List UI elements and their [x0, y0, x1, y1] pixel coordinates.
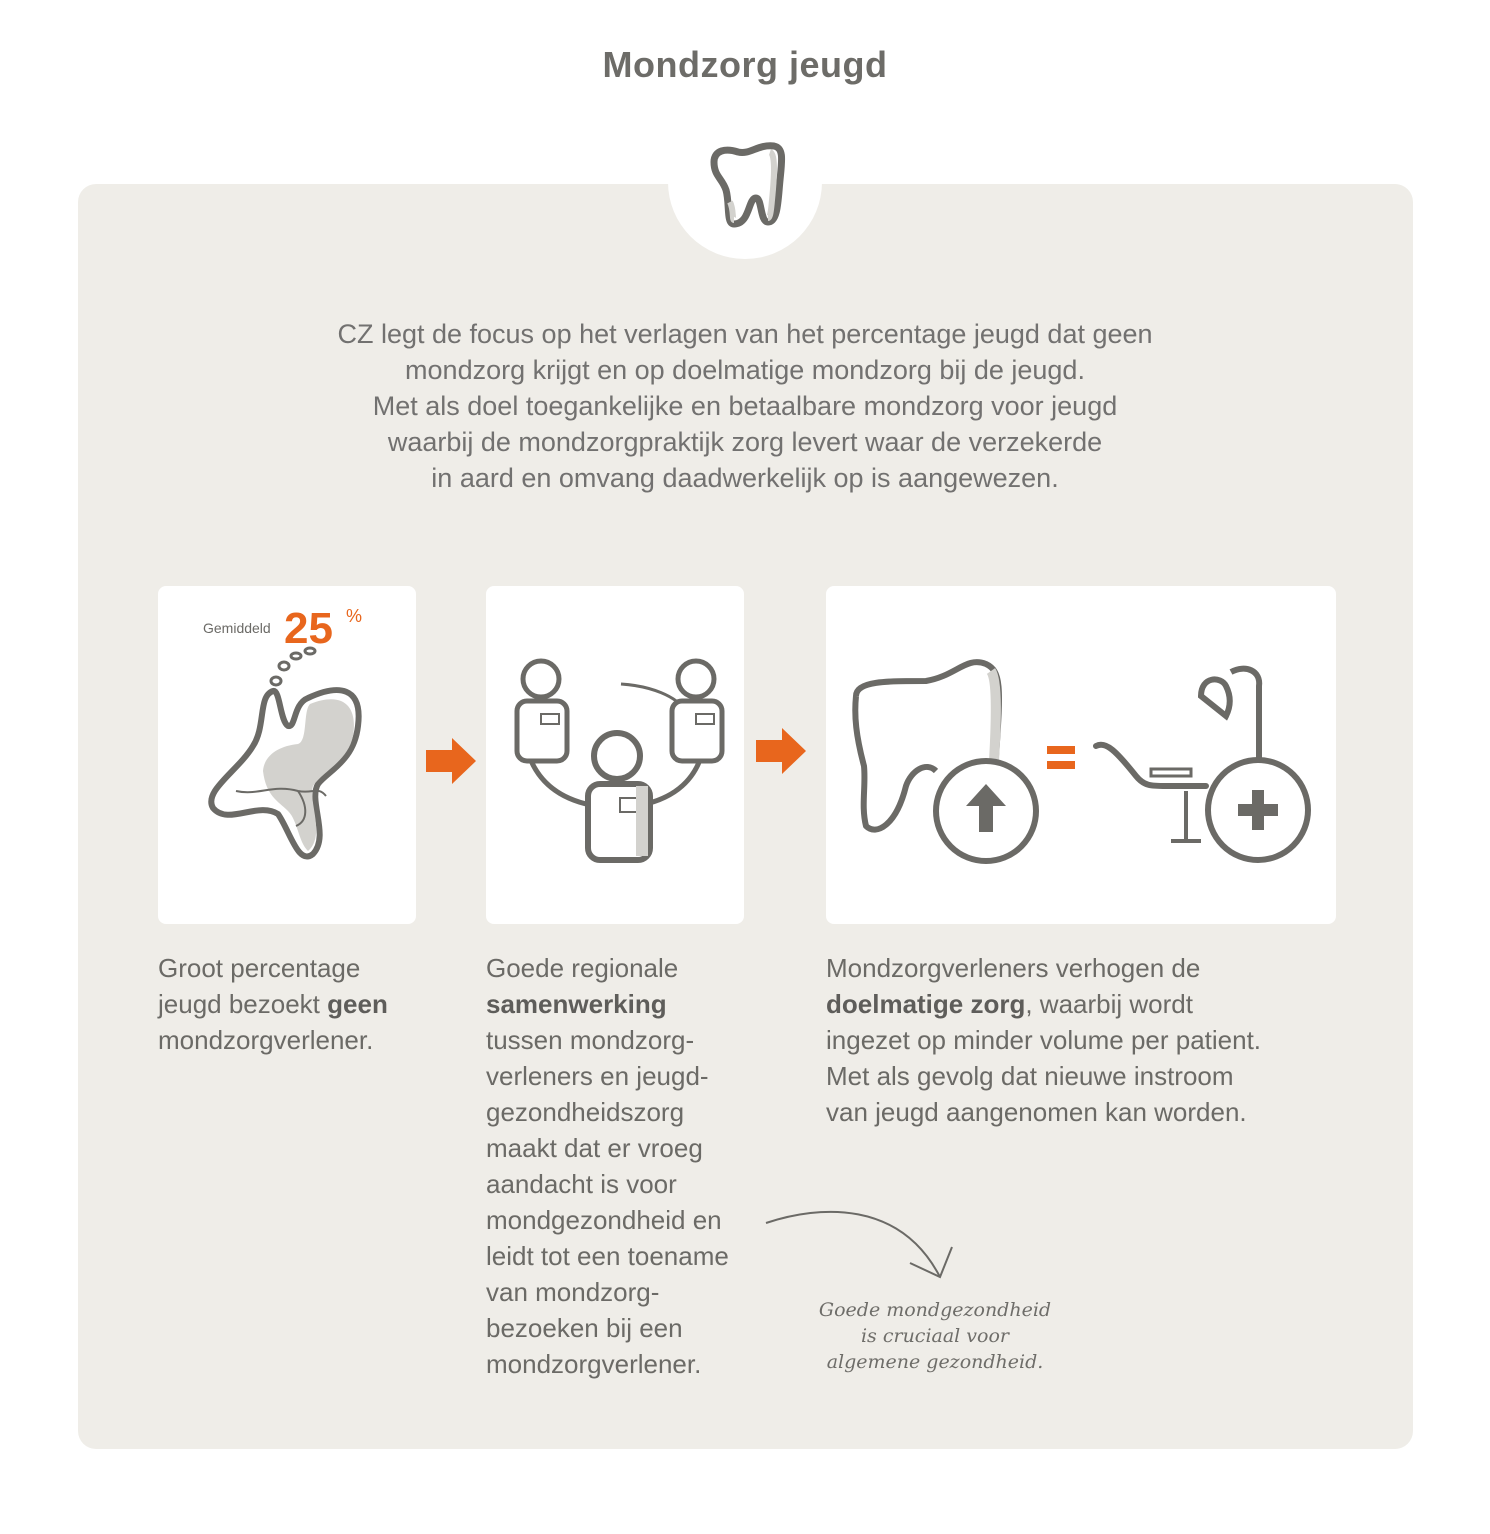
netherlands-map-icon [158, 586, 416, 924]
desc-bold: geen [327, 989, 388, 1019]
desc-line: Goede regionale [486, 953, 679, 983]
desc-line: ingezet op minder volume per patient. [826, 1025, 1262, 1055]
intro-line: in aard en omvang daadwerkelijk op is aangewezen. [431, 463, 1059, 493]
intro-line: mondzorg krijgt en op doelmatige mondzorg bij de jeugd. [405, 355, 1085, 385]
desc-line: maakt dat er vroeg [486, 1133, 703, 1163]
desc-line [158, 986, 458, 1022]
desc-line: Groot percentage [158, 953, 361, 983]
note-line: Goede mondgezondheid [818, 1299, 1052, 1321]
desc-line: aandacht is voor [486, 1169, 677, 1199]
intro-text [200, 316, 1290, 496]
desc-text: jeugd bezoekt [158, 989, 328, 1019]
card-efficient-care [826, 586, 1336, 924]
card-youth-percentage [158, 586, 416, 924]
intro-line: waarbij de mondzorgpraktijk zorg levert waar de verzekerde [387, 427, 1103, 457]
desc-line [826, 986, 1346, 1022]
desc-line: mondzorgverlener. [486, 1349, 702, 1379]
desc-line: mondgezondheid en [486, 1205, 722, 1235]
desc-bold: samenwerking [486, 989, 667, 1019]
page-title: Mondzorg jeugd [602, 44, 888, 85]
desc-line: mondzorgverlener. [158, 1025, 374, 1055]
note-line: is cruciaal voor [860, 1325, 1009, 1347]
health-note [790, 1297, 1080, 1375]
stat-value: 25 [284, 604, 333, 653]
tooth-icon [704, 140, 788, 230]
step-2-description [486, 950, 786, 1382]
desc-line: van jeugd aangenomen kan worden. [826, 1097, 1247, 1127]
care-providers-network-icon [486, 586, 744, 924]
desc-line: gezondheidszorg [486, 1097, 685, 1127]
desc-text: , waarbij wordt [1025, 989, 1193, 1019]
desc-line: tussen mondzorg- [486, 1025, 695, 1055]
desc-line: Met als gevolg dat nieuwe instroom [826, 1061, 1234, 1091]
note-line: algemene gezondheid. [826, 1351, 1044, 1373]
tooth-up-equals-dental-chair-plus-icon [826, 586, 1336, 924]
intro-line: CZ legt de focus op het verlagen van het percentage jeugd dat geen [337, 319, 1153, 349]
curved-arrow-icon [760, 1195, 970, 1285]
desc-line: leidt tot een toename [486, 1241, 729, 1271]
step-1-description [158, 950, 458, 1058]
desc-line: bezoeken bij een [486, 1313, 683, 1343]
intro-line: Met als doel toegankelijke en betaalbare mondzorg voor jeugd [372, 391, 1118, 421]
stat-label: Gemiddeld [203, 620, 271, 636]
desc-bold: doelmatige zorg [826, 989, 1026, 1019]
desc-line: van mondzorg- [486, 1277, 660, 1307]
step-3-description [826, 950, 1346, 1130]
desc-line: Mondzorgverleners verhogen de [826, 953, 1201, 983]
stat-unit: % [346, 606, 363, 626]
card-cooperation [486, 586, 744, 924]
arrow-right-icon [756, 728, 806, 774]
desc-line: verleners en jeugd- [486, 1061, 709, 1091]
desc-line [486, 986, 786, 1022]
arrow-right-icon [426, 738, 476, 784]
